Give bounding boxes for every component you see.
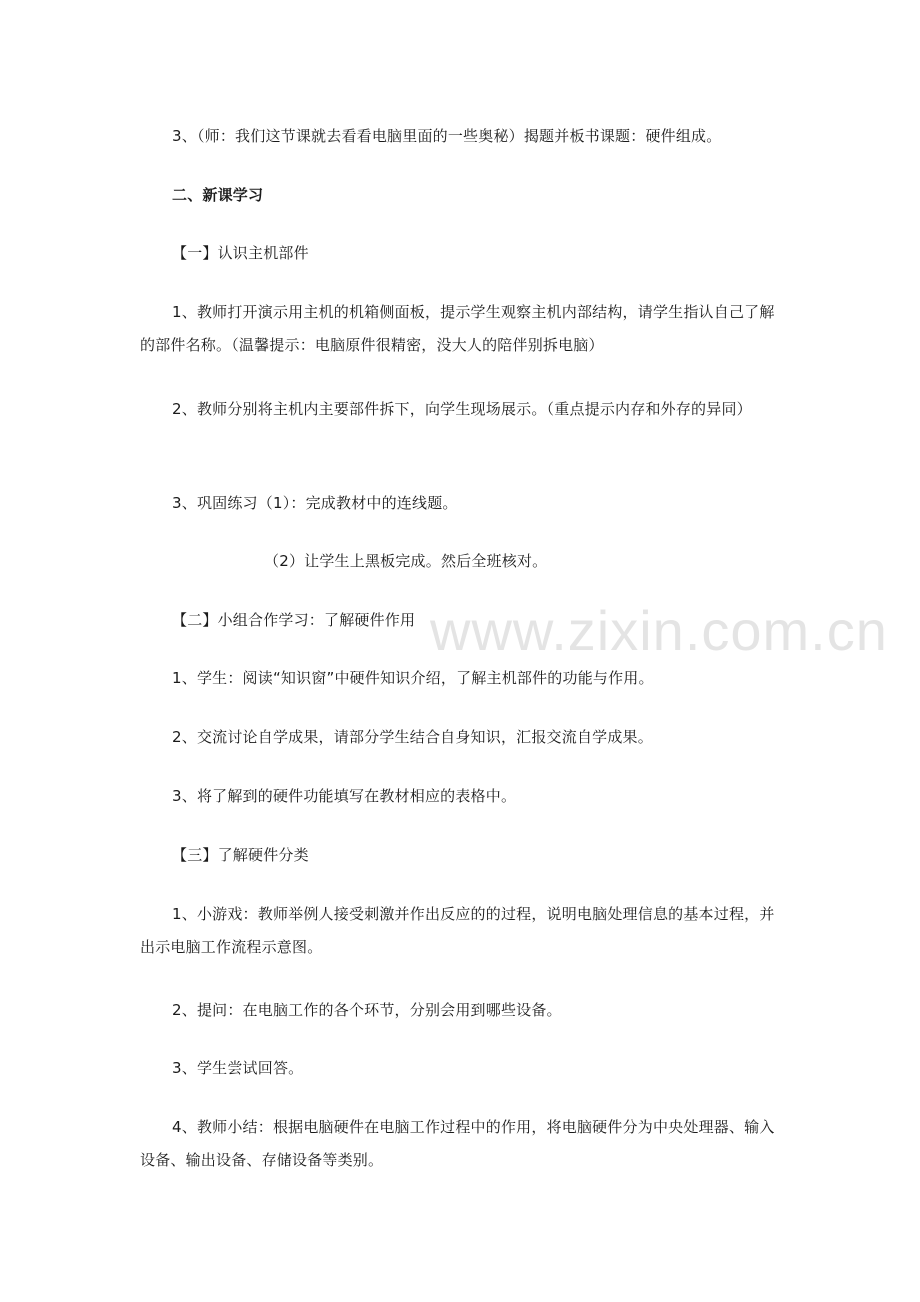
subsection-heading-2: 【二】小组合作学习：了解硬件作用 bbox=[172, 611, 416, 629]
subsection-heading-3: 【三】了解硬件分类 bbox=[172, 846, 309, 864]
paragraph-2-3: 3、将了解到的硬件功能填写在教材相应的表格中。 bbox=[172, 787, 517, 805]
paragraph-1-2: 2、教师分别将主机内主要部件拆下，向学生现场展示。（重点提示内存和外存的异同） bbox=[172, 400, 752, 418]
paragraph-topic-intro: 3、（师：我们这节课就去看看电脑里面的一些奥秘）揭题并板书课题：硬件组成。 bbox=[172, 127, 722, 145]
paragraph-2-1: 1、学生：阅读“知识窗”中硬件知识介绍，了解主机部件的功能与作用。 bbox=[172, 669, 654, 687]
watermark: www.zixin.com.cn bbox=[430, 599, 888, 662]
section-heading-new-lesson: 二、新课学习 bbox=[172, 186, 264, 204]
paragraph-1-3-sub: （2）让学生上黑板完成。然后全班核对。 bbox=[264, 552, 548, 570]
paragraph-1-3: 3、巩固练习（1）：完成教材中的连线题。 bbox=[172, 494, 458, 512]
paragraph-2-2: 2、交流讨论自学成果，请部分学生结合自身知识，汇报交流自学成果。 bbox=[172, 728, 653, 746]
subsection-heading-1: 【一】认识主机部件 bbox=[172, 244, 309, 262]
paragraph-3-1: 1、小游戏：教师举例人接受刺激并作出反应的的过程，说明电脑处理信息的基本过程，并出示电脑工作流程示意图。 bbox=[140, 905, 775, 956]
paragraph-3-2: 2、提问：在电脑工作的各个环节，分别会用到哪些设备。 bbox=[172, 1001, 562, 1019]
paragraph-3-3: 3、学生尝试回答。 bbox=[172, 1059, 304, 1077]
paragraph-1-1: 1、教师打开演示用主机的机箱侧面板，提示学生观察主机内部结构，请学生指认自己了解的部件名称。（温馨提示：电脑原件很精密，没大人的陪伴别拆电脑） bbox=[140, 303, 775, 354]
paragraph-3-4: 4、教师小结：根据电脑硬件在电脑工作过程中的作用，将电脑硬件分为中央处理器、输入设备、输出设备、存储设备等类别。 bbox=[140, 1118, 775, 1169]
